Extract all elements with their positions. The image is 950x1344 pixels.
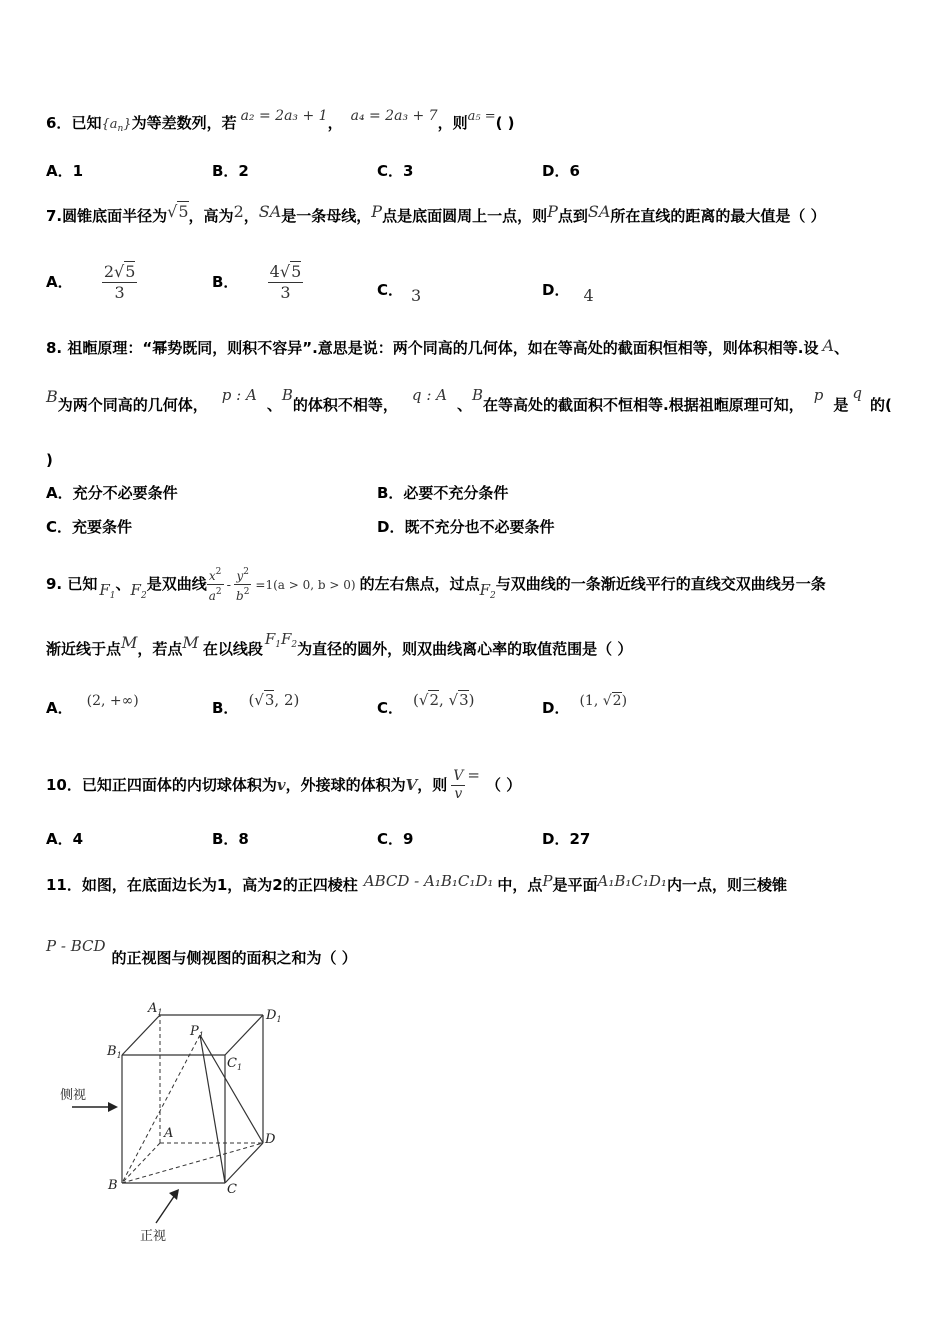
q9-minus: -	[226, 578, 231, 593]
q11-prism: ABCD - A₁B₁C₁D₁	[363, 872, 494, 890]
front-view-arrowhead	[169, 1189, 179, 1200]
q9-option-c: C． (√2, √3)	[377, 691, 475, 717]
q9-M: M	[121, 633, 138, 652]
q7-option-d-value: 4	[583, 286, 594, 305]
q9-option-a-value: (2, +∞)	[86, 693, 139, 709]
edge-A-B	[122, 1143, 160, 1183]
q11-pyramid: P - BCD	[46, 937, 106, 955]
edge-P-B	[122, 1035, 200, 1183]
q8-B: B	[46, 387, 58, 406]
q9-M-2: M	[182, 633, 199, 652]
q8-p: p	[813, 386, 824, 404]
q11-line-2: P - BCD的正视图与侧视图的面积之和为（ ）	[46, 937, 357, 967]
q8-option-c: C．充要条件	[46, 518, 133, 536]
label-D1: $D_1$	[266, 1008, 282, 1024]
q10-option-c: C．9	[377, 830, 414, 848]
q9-option-c-value: (√2, √3)	[413, 691, 475, 709]
q9-option-d-value: (1, √2)	[579, 693, 628, 709]
label-front-view: 正视	[140, 1229, 167, 1244]
label-B1: $B_1$	[107, 1044, 122, 1060]
q7-stem: 7.圆锥底面半径为√5，高为2，SA是一条母线，P点是底面圆周上一点，则P点到SA所在直线的距离的最大值是（ ）	[46, 202, 826, 225]
q9-option-b-value: (√3, 2)	[248, 691, 300, 709]
prism-figure	[50, 995, 310, 1245]
q6-option-a: A．1	[46, 162, 84, 180]
q11-line-1: 11．如图，在底面边长为1，高为2的正四棱柱 ABCD - A₁B₁C₁D₁ 中，点P是平面A₁B₁C₁D₁内一点，则三棱锥	[46, 872, 787, 894]
q7-option-c: C． 3	[377, 281, 422, 305]
q10-v: v	[276, 776, 286, 794]
q8-q-def: q : A	[411, 386, 447, 404]
q10-ratio: $\frac{V}{v}$	[453, 768, 464, 802]
q9-F1F2: $F_1F_2$	[264, 630, 298, 650]
q10-V: V	[405, 776, 418, 794]
edge-B-D	[122, 1143, 263, 1183]
q9-line-2: 渐近线于点M，若点M 在以线段$F_1F_2$为直径的圆外，则双曲线离心率的取值范围是（ ）	[46, 630, 633, 658]
q7-option-a: A． $\frac{2√5}{3}$	[46, 262, 136, 302]
q8-line-2: B为两个同高的几何体，p : A、B的体积不相等，q : A、B在等高处的截面积不恒相等.根据祖暅原理可知，p是q的(	[46, 384, 892, 414]
q7-p: P	[371, 202, 383, 221]
q9-x-frac: $\frac{x^2}{a^2}$	[208, 567, 222, 603]
q7-height: 2	[233, 202, 244, 221]
q8-line-1: 8. 祖暅原理：“幂势既同，则积不容异”.意思是说：两个同高的几何体，如在等高处的截面积恒相等，则体积相等.设 A、	[46, 336, 850, 357]
q7-sa: SA	[258, 202, 282, 221]
q9-option-a: A． (2, +∞)	[46, 693, 139, 717]
q7-p-2: P	[547, 202, 558, 221]
q6-option-d: D．6	[542, 162, 580, 180]
label-side-view: 侧视	[60, 1088, 87, 1103]
label-B: B	[108, 1178, 118, 1193]
edge-D1-C1	[225, 1015, 263, 1055]
q9-F2-2: $F_2$	[479, 581, 496, 601]
q10-option-d: D．27	[542, 830, 591, 848]
q7-option-b-fraction: $\frac{4√5}{3}$	[269, 262, 302, 302]
q8-option-a: A．充分不必要条件	[46, 484, 178, 502]
q10-equals: =	[467, 766, 480, 784]
q8-B-2: B	[281, 386, 293, 404]
q9-F1: $F_1$	[99, 581, 116, 601]
q8-p-def: p : A	[221, 386, 257, 404]
q11-plane: A₁B₁C₁D₁	[597, 872, 667, 890]
q8-A: A	[822, 336, 835, 355]
q7-option-b: B． $\frac{4√5}{3}$	[212, 262, 302, 302]
q9-option-d: D． (1, √2)	[542, 693, 628, 717]
q6-sequence: $\{a_n\}$	[101, 117, 132, 134]
q8-close-paren: )	[46, 451, 53, 469]
q6-option-c: C．3	[377, 162, 414, 180]
label-C: C	[227, 1182, 237, 1197]
edge-D-C	[225, 1143, 263, 1183]
q8-q: q	[852, 384, 862, 402]
label-D: D	[265, 1132, 276, 1147]
label-P: $P_1$	[190, 1024, 204, 1040]
q7-radius: √5	[167, 202, 189, 221]
q9-option-b: B． (√3, 2)	[212, 691, 300, 717]
q7-option-c-value: 3	[411, 286, 422, 305]
q6-option-b: B．2	[212, 162, 249, 180]
q10-option-a: A．4	[46, 830, 84, 848]
label-A: A	[164, 1126, 174, 1141]
q9-F2: $F_2$	[130, 581, 147, 601]
side-view-arrowhead	[108, 1102, 118, 1112]
q10-stem: 10．已知正四面体的内切球体积为v，外接球的体积为V，则 $\frac{V}{v}$ =（ ）	[46, 766, 522, 802]
q8-option-d: D．既不充分也不必要条件	[377, 518, 555, 536]
q9-condition: =1(a > 0, b > 0)	[255, 578, 356, 592]
q9-line-1: 9. 已知 $F_1$、$F_2$是双曲线 $\frac{x^2}{a^2}$ - $\frac{y^2}{b^2}$ =1(a > 0, b > 0) 的左右焦点，过点$F_2$与双曲线的一条渐近线平行的直线交双曲线另一条	[46, 567, 826, 603]
q10-option-b: B．8	[212, 830, 249, 848]
q11-p: P	[542, 872, 553, 890]
q6-stem: 6．已知$\{a_n\}$为等差数列，若 a₂ = 2a₃ + 1， a₄ = 2a₃ + 7，则a₅ =( )	[46, 108, 515, 134]
q9-y-frac: $\frac{y^2}{b^2}$	[236, 567, 250, 603]
q6-equation-3: a₅ =	[467, 109, 496, 124]
q7-option-d: D． 4	[542, 281, 594, 305]
q8-option-b: B．必要不充分条件	[377, 484, 509, 502]
q6-equation-2: a₄ = 2a₃ + 7	[350, 108, 438, 124]
label-A1: $A_1$	[148, 1001, 163, 1017]
q6-equation-1: a₂ = 2a₃ + 1	[240, 108, 328, 124]
q7-option-a-fraction: $\frac{2√5}{3}$	[103, 262, 136, 302]
q7-sa-2: SA	[587, 202, 611, 221]
edge-B1-A1	[122, 1015, 160, 1055]
q8-B-3: B	[472, 386, 484, 404]
label-C1: $C_1$	[227, 1056, 243, 1072]
